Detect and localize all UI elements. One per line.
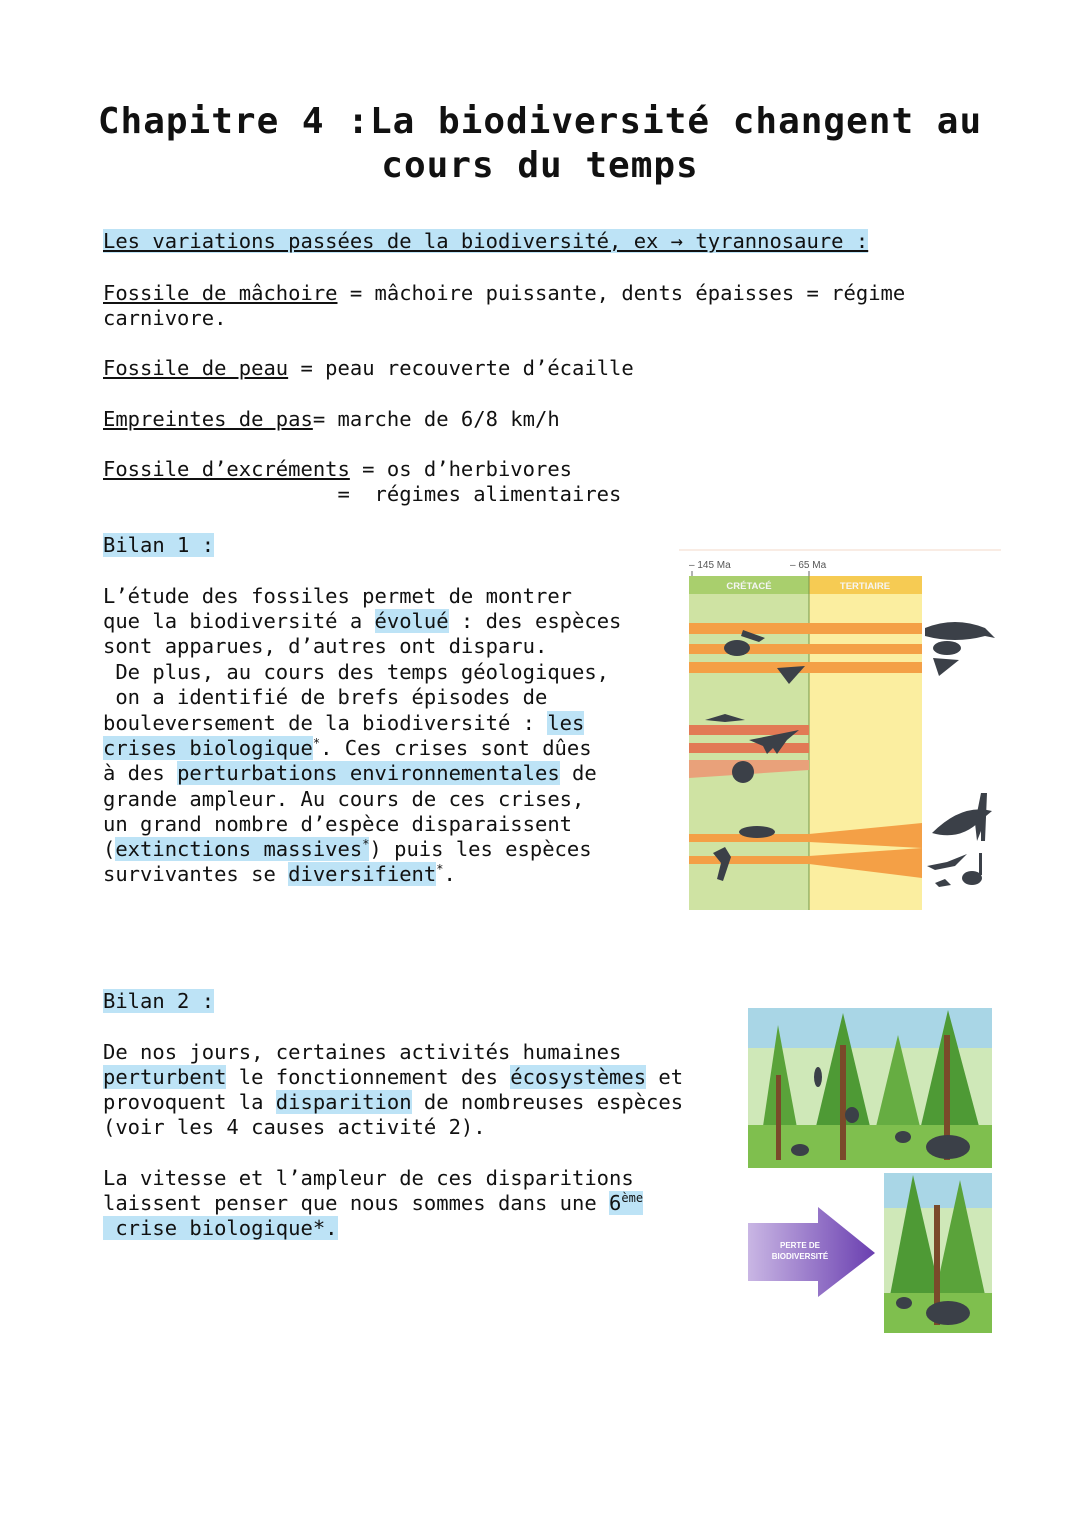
turtle-icon [933,641,961,655]
bilan1-heading-text: Bilan 1 : [103,533,215,557]
bilan1-line: survivantes se diversifient*. [103,862,456,886]
woodpecker-icon [814,1067,822,1087]
period-tertiaire: TERTIAIRE [839,581,891,592]
bilan2-line: provoquent la disparition de nombreuses espèces [103,1090,684,1114]
bilan2-heading [103,989,214,1014]
boar-icon [926,1301,970,1325]
title-line-2: cours du temps [381,145,699,186]
frog-icon [791,1144,809,1156]
highlight: disparition [275,1090,412,1114]
item-text: = marche de 6/8 km/h [312,407,560,431]
highlight: diversifient [288,862,437,886]
highlight: extinctions massives* [115,837,370,861]
tick-145-ma: – 145 Ma [689,560,731,571]
bilan2-line: (voir les 4 causes activité 2). [103,1115,486,1139]
bilan1-heading [103,533,214,558]
bilan1-line: crises biologique*. Ces crises sont dûes [103,736,592,760]
highlight: perturbations environnementales [177,761,560,785]
boar-icon [926,1135,970,1159]
highlight: 6ème [609,1191,644,1215]
item-label: Fossile de mâchoire [103,281,338,305]
item-text: = peau recouverte d’écaille [288,356,634,380]
item-jaw [103,281,905,306]
section-heading-text: Les variations passées de la biodiversité, ex → tyrannosaure : [103,229,869,253]
bilan1-line: L’étude des fossiles permet de montrer [103,584,572,608]
biodiversity-loss-figure [748,1005,993,1335]
arrow-label-2: BIODIVERSITÉ [771,1252,829,1261]
rabbit-icon [896,1297,912,1309]
bilan1-line: (extinctions massives*) puis les espèces [103,837,592,861]
tick-65-ma: – 65 Ma [790,560,827,571]
geological-timeline-figure [677,548,1003,914]
highlight: crise biologique*. [103,1216,338,1240]
rabbit-icon [895,1131,911,1143]
bilan2-line [103,1216,338,1241]
bilan2-line: De nos jours, certaines activités humaines [103,1040,622,1064]
bilan1-line: que la biodiversité a évolué : des espèces [103,609,622,633]
item-excrement-cont: = régimes alimentaires [103,482,622,506]
bilan1-line: à des perturbations environnementales de [103,761,597,785]
giraffe-icon [975,793,987,841]
highlight: les [547,711,585,735]
bilan2-line: laissent penser que nous sommes dans une 6ème [103,1191,644,1215]
bilan1-line: on a identifié de brefs épisodes de [103,685,548,709]
bilan2-heading-text: Bilan 2 : [103,989,215,1013]
bilan1-line: un grand nombre d’espèce disparaissent [103,812,572,836]
forest-before [748,1008,992,1168]
period-cretace: CRÉTACÉ [726,581,772,592]
item-text: = mâchoire puissante, dents épaisses = régime [337,281,906,305]
highlight: crises biologique [103,736,313,760]
bilan1-line: sont apparues, d’autres ont disparu. [103,634,548,658]
item-label: Fossile d’excréments [103,457,350,481]
bilan2-line: perturbent le fonctionnement des écosystèmes et [103,1065,684,1089]
item-skin [103,356,634,381]
highlight: évolué [374,609,449,633]
page-title [0,100,1080,188]
forest-after [884,1173,992,1333]
item-label: Fossile de peau [103,356,289,380]
highlight: perturbent [103,1065,227,1089]
item-footprints [103,407,560,432]
bilan1-line: grande ampleur. Au cours de ces crises, [103,787,585,811]
bilan2-line: La vitesse et l’ampleur de ces disparitions [103,1166,634,1190]
item-label: Empreintes de pas [103,407,313,431]
item-text: = os d’herbivores [349,457,573,481]
arrow-label-1: PERTE DE [779,1241,821,1250]
mammal-icon [739,826,775,838]
section-heading [103,229,868,254]
item-jaw-cont: carnivore. [103,306,227,330]
highlight: écosystèmes [510,1065,647,1089]
crocodile-icon [925,622,995,640]
item-excrement [103,457,572,482]
ammonite-2-icon [732,761,754,783]
title-line-1: Chapitre 4 :La biodiversité changent au [97,101,983,142]
birds-icon [927,854,967,870]
squirrel-icon [845,1107,859,1123]
bilan1-line: De plus, au cours des temps géologiques, [103,660,610,684]
bilan1-line: bouleversement de la biodiversité : les [103,711,585,735]
